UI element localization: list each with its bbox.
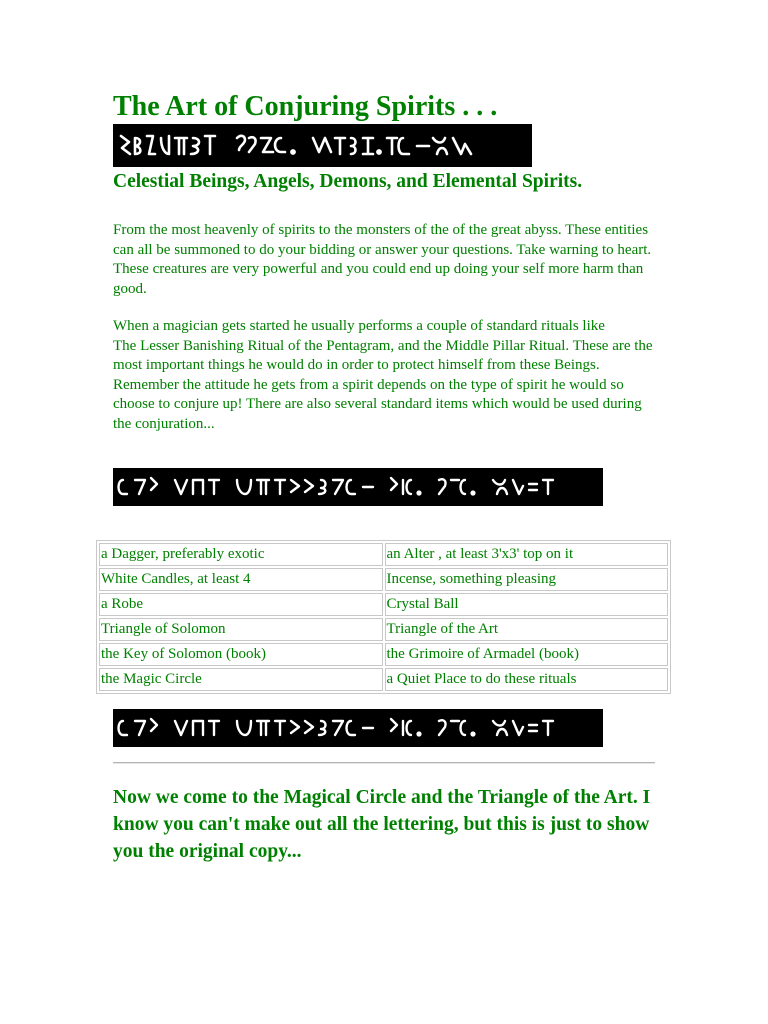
table-cell: Incense, something pleasing xyxy=(385,568,669,591)
table-cell: Triangle of Solomon xyxy=(99,618,383,641)
table-cell: White Candles, at least 4 xyxy=(99,568,383,591)
horizontal-divider xyxy=(113,762,655,764)
practice-line: The Lesser Banishing Ritual of the Pentagram, and the Middle Pillar Ritual. These are the most important things he would do in order to protect himself from these Beings. Remember the attitude he gets from a spirit depends on the type of spirit he would so choose to conjure up! There are also several standard items which would be used during the conjuration... xyxy=(113,337,653,432)
magical-script-banner-title xyxy=(113,124,532,167)
page-title: The Art of Conjuring Spirits . . . xyxy=(113,91,498,122)
table-cell: a Dagger, preferably exotic xyxy=(99,543,383,566)
table-cell: an Alter , at least 3'x3' top on it xyxy=(385,543,669,566)
magical-script-banner-after-table xyxy=(113,709,603,747)
table-cell: a Quiet Place to do these rituals xyxy=(385,668,669,691)
table-cell: a Robe xyxy=(99,593,383,616)
table-row xyxy=(99,593,668,616)
conjuration-items-table xyxy=(96,540,671,694)
magical-script-banner-before-table xyxy=(113,468,603,506)
closing-paragraph: Now we come to the Magical Circle and the Triangle of the Art. I know you can't make out all the lettering, but this is just to show you the original copy... xyxy=(113,787,651,862)
table-row xyxy=(99,668,668,691)
magical-script-glyphs-icon xyxy=(113,468,603,506)
magical-script-glyphs-icon xyxy=(113,709,603,747)
table-cell: the Magic Circle xyxy=(99,668,383,691)
table-row xyxy=(99,643,668,666)
table-cell: Triangle of the Art xyxy=(385,618,669,641)
magical-script-glyphs-icon xyxy=(113,124,532,167)
table-cell: the Key of Solomon (book) xyxy=(99,643,383,666)
table-row xyxy=(99,568,668,591)
practice-paragraph xyxy=(113,317,653,435)
intro-paragraph: From the most heavenly of spirits to the monsters of the of the great abyss. These entities can all be summoned to do your bidding or answer your questions. Take warning to heart. These creatures are very powerful and you could end up doing your self more harm than good. xyxy=(113,222,652,297)
table-row xyxy=(99,543,668,566)
table-row xyxy=(99,618,668,641)
table-cell: the Grimoire of Armadel (book) xyxy=(385,643,669,666)
table-cell: Crystal Ball xyxy=(385,593,669,616)
subtitle: Celestial Beings, Angels, Demons, and Elemental Spirits. xyxy=(113,171,583,192)
practice-line: When a magician gets started he usually performs a couple of standard rituals like xyxy=(113,318,605,334)
